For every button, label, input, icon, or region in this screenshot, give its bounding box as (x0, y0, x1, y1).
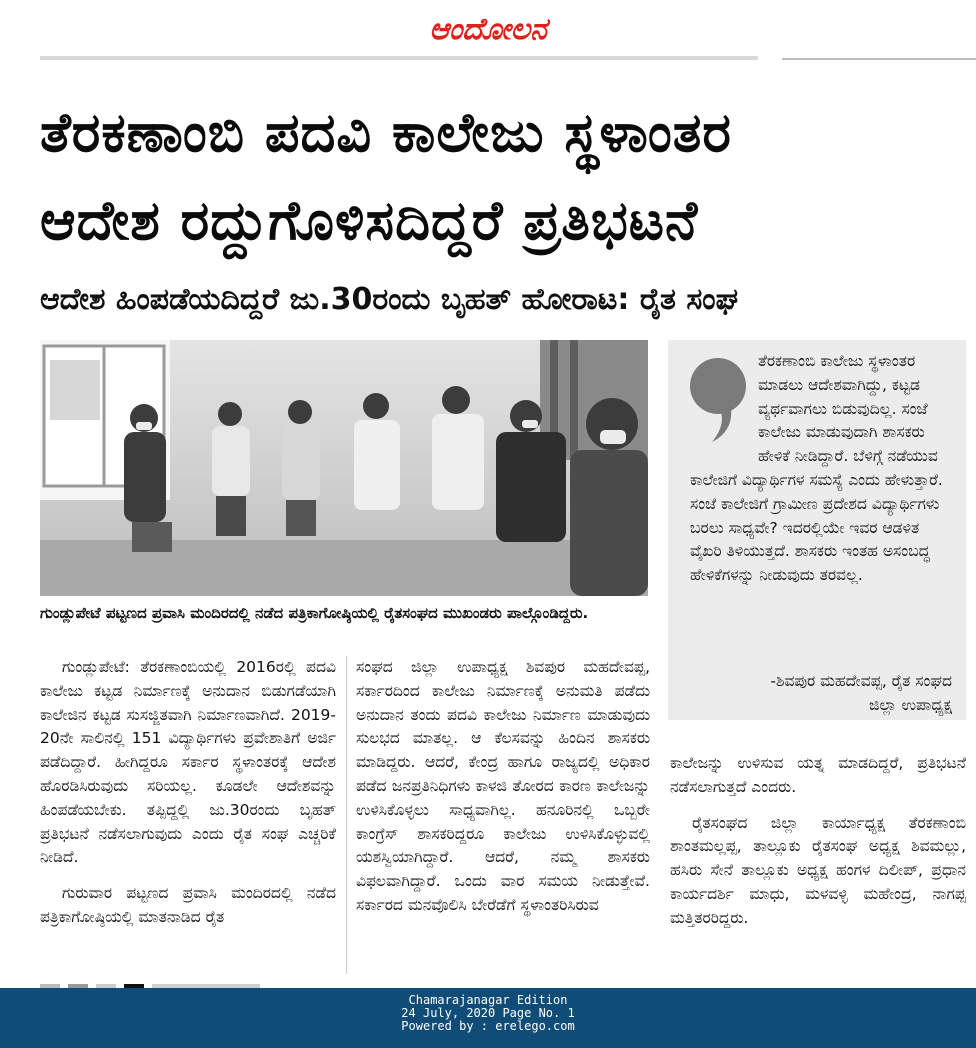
quote-text: ತೆರಕಣಾಂಬಿ ಕಾಲೇಜು ಸ್ಥಳಾಂತರ ಮಾಡಲು ಆದೇಶವಾಗಿದ್ದು, ಕಟ್ಟಡ ವ್ಯರ್ಥವಾಗಲು ಬಿಡುವುದಿಲ್ಲ. ಸಂಜೆ ಕಾಲೇಜು ಮಾಡುವುದಾಗಿ ಶಾಸಕರು ಹೇಳಿಕೆ ನೀಡಿದ್ದಾರೆ. ಬೆಳಿಗ್ಗೆ ನಡೆಯುವ ಕಾಲೇಜಿಗೆ ವಿದ್ಯಾರ್ಥಿಗಳ ಸಮಸ್ಯೆ ಎಂದು ಹೇಳುತ್ತಾರೆ. ಸಂಜೆ ಕಾಲೇಜಿಗೆ ಗ್ರಾಮೀಣ ಪ್ರದೇಶದ ವಿದ್ಯಾರ್ಥಿಗಳು ಬರಲು ಸಾಧ್ಯವೇ? ಇದರಲ್ಲಿಯೇ ಇವರ ಆಡಳಿತ ವೈಖರಿ ತಿಳಿಯುತ್ತದೆ. ಶಾಸಕರು ಇಂತಹ ಅಸಂಬದ್ಧ ಹೇಳಿಕೆಗಳನ್ನು ನೀಡುವುದು ತರವಲ್ಲ. (690, 352, 943, 585)
article-column-1 (40, 656, 336, 930)
masthead-rule (40, 56, 758, 60)
news-photo[interactable] (40, 340, 648, 596)
newspaper-logo[interactable] (408, 8, 568, 48)
masthead-rule-right (782, 58, 976, 60)
article-paragraph: ಸಂಘದ ಜಿಲ್ಲಾ ಉಪಾಧ್ಯಕ್ಷ ಶಿವಪುರ ಮಹದೇವಪ್ಪ, ಸರ್ಕಾರದಿಂದ ಕಾಲೇಜು ನಿರ್ಮಾಣಕ್ಕೆ ಅನುಮತಿ ಪಡೆದು ಅನುದಾನ ತಂದು ಪದವಿ ಕಾಲೇಜು ನಿರ್ಮಾಣ ಮಾಡುವುದು ಸುಲಭದ ಮಾತಲ್ಲ. ಆ ಕೆಲಸವನ್ನು ಹಿಂದಿನ ಶಾಸಕರು ಮಾಡಿದ್ದರು. ಆದರೆ, ಕೇಂದ್ರ ಹಾಗೂ ರಾಜ್ಯದಲ್ಲಿ ಅಧಿಕಾರ ಪಡೆದ ಜನಪ್ರತಿನಿಧಿಗಳು ಕಾಳಜಿ ತೋರದ ಕಾರಣ ಕಾಲೇಜನ್ನು ಉಳಿಸಿಕೊಳ್ಳಲು ಸಾಧ್ಯವಾಗಿಲ್ಲ. ಹನೂರಿನಲ್ಲಿ ಒಬ್ಬರೇ ಕಾಂಗ್ರೆಸ್ ಶಾಸಕರಿದ್ದರೂ ಕಾಲೇಜು ಉಳಿಸಿಕೊಳ್ಳುವಲ್ಲಿ ಯಶಸ್ವಿಯಾಗಿದ್ದಾರೆ. ಆದರೆ, ನಮ್ಮ ಶಾಸಕರು ವಿಫಲವಾಗಿದ್ದಾರೆ. ಒಂದು ವಾರ ಸಮಯ ನೀಡುತ್ತೇವೆ. ಸರ್ಕಾರದ ಮನವೊಲಿಸಿ ಬೇರೆಡೆಗೆ ಸ್ಥಳಾಂತರಿಸಿರುವ (356, 658, 650, 914)
article-column-3 (670, 752, 966, 931)
quote-attribution-line: -ಶಿವಪುರ ಮಹದೇವಪ್ಪ, ರೈತ ಸಂಘದ (770, 672, 952, 690)
edition-footer (0, 988, 976, 1048)
article-column-2 (356, 656, 650, 918)
footer-edition: Chamarajanagar Edition (408, 993, 568, 1007)
article-paragraph: ಕಾಲೇಜನ್ನು ಉಳಿಸುವ ಯತ್ನ ಮಾಡದಿದ್ದರೆ, ಪ್ರತಿಭಟನೆ ನಡೆಸಲಾಗುತ್ತದೆ ಎಂದರು. (670, 754, 966, 796)
quote-attribution-line: ಜಿಲ್ಲಾ ಉಪಾಧ್ಯಕ್ಷ (868, 695, 952, 714)
photo-illustration (40, 340, 648, 596)
footer-powered-by[interactable]: Powered by : erelego.com (401, 1019, 575, 1033)
subheadline: ಆದೇಶ ಹಿಂಪಡೆಯದಿದ್ದರೆ ಜು.30ರಂದು ಬೃಹತ್ ಹೋರಾಟ: ರೈತ ಸಂಘ (40, 282, 739, 317)
footer-date-page: 24 July, 2020 Page No. 1 (401, 1006, 575, 1020)
article-paragraph: ರೈತಸಂಘದ ಜಿಲ್ಲಾ ಕಾರ್ಯಾಧ್ಯಕ್ಷ ತೆರಕಣಾಂಬಿ ಶಾಂತಮಲ್ಲಪ್ಪ, ತಾಲ್ಲೂಕು ರೈತಸಂಘ ಅಧ್ಯಕ್ಷ ಶಿವಮಲ್ಲು, ಹಸಿರು ಸೇನೆ ತಾಲ್ಲೂಕು ಅಧ್ಯಕ್ಷ ಹಂಗಳ ದಿಲೀಪ್, ಪ್ರಧಾನ ಕಾರ್ಯದರ್ಶಿ ಮಾಧು, ಮಳವಳ್ಳಿ ಮಹೇಂದ್ರ, ನಾಗಪ್ಪ ಮತ್ತಿತರರಿದ್ದರು. (670, 813, 966, 927)
headline-line-2: ಆದೇಶ ರದ್ದುಗೊಳಿಸದಿದ್ದರೆ ಪ್ರತಿಭಟನೆ (40, 189, 699, 252)
quote-attribution (690, 670, 952, 718)
quote-text-block (690, 350, 952, 588)
logo-text: ಆಂದೋಲನ (429, 12, 547, 47)
quote-box (668, 340, 966, 720)
column-divider (346, 656, 347, 974)
headline-line-1: ತೆರಕಣಾಂಬಿ ಪದವಿ ಕಾಲೇಜು ಸ್ಥಳಾಂತರ (40, 101, 732, 164)
article-paragraph: ಗುಂಡ್ಲುಪೇಟೆ: ತೆರಕಣಾಂಬಿಯಲ್ಲಿ 2016ರಲ್ಲಿ ಪದವಿ ಕಾಲೇಜು ಕಟ್ಟಡ ನಿರ್ಮಾಣಕ್ಕೆ ಅನುದಾನ ಬಿಡುಗಡೆಯಾಗಿ ಕಾಲೇಜಿನ ಕಟ್ಟಡ ಸುಸಜ್ಜಿತವಾಗಿ ನಿರ್ಮಾಣವಾಗಿದೆ. 2019-20ನೇ ಸಾಲಿನಲ್ಲಿ 151 ವಿದ್ಯಾರ್ಥಿಗಳು ಪ್ರವೇಶಾತಿಗೆ ಅರ್ಜಿ ಪಡೆದಿದ್ದಾರೆ. ಹೀಗಿದ್ದರೂ ಸರ್ಕಾರ ಸ್ಥಳಾಂತರಕ್ಕೆ ಆದೇಶ ಹೊರಡಿಸಿರುವುದು ಸರಿಯಲ್ಲ. ಕೂಡಲೇ ಆದೇಶವನ್ನು ಹಿಂಪಡೆಯಬೇಕು. ತಪ್ಪಿದ್ದಲ್ಲಿ ಜು.30ರಂದು ಬೃಹತ್ ಪ್ರತಿಭಟನೆ ನಡೆಸಲಾಗುವುದು ಎಂದು ರೈತ ಸಂಘ ಎಚ್ಚರಿಕೆ ನೀಡಿದೆ. (40, 658, 336, 867)
article-paragraph: ಗುರುವಾರ ಪಟ್ಟಣದ ಪ್ರವಾಸಿ ಮಂದಿರದಲ್ಲಿ ನಡೆದ ಪತ್ರಿಕಾಗೋಷ್ಠಿಯಲ್ಲಿ ಮಾತನಾಡಿದ ರೈತ (40, 884, 336, 926)
photo-caption: ಗುಂಡ್ಲುಪೇಟೆ ಪಟ್ಟಣದ ಪ್ರವಾಸಿ ಮಂದಿರದಲ್ಲಿ ನಡೆದ ಪತ್ರಿಕಾಗೋಷ್ಠಿಯಲ್ಲಿ ರೈತಸಂಘದ ಮುಖಂಡರು ಪಾಲ್ಗೊಂಡಿದ್ದರು. (40, 604, 589, 622)
